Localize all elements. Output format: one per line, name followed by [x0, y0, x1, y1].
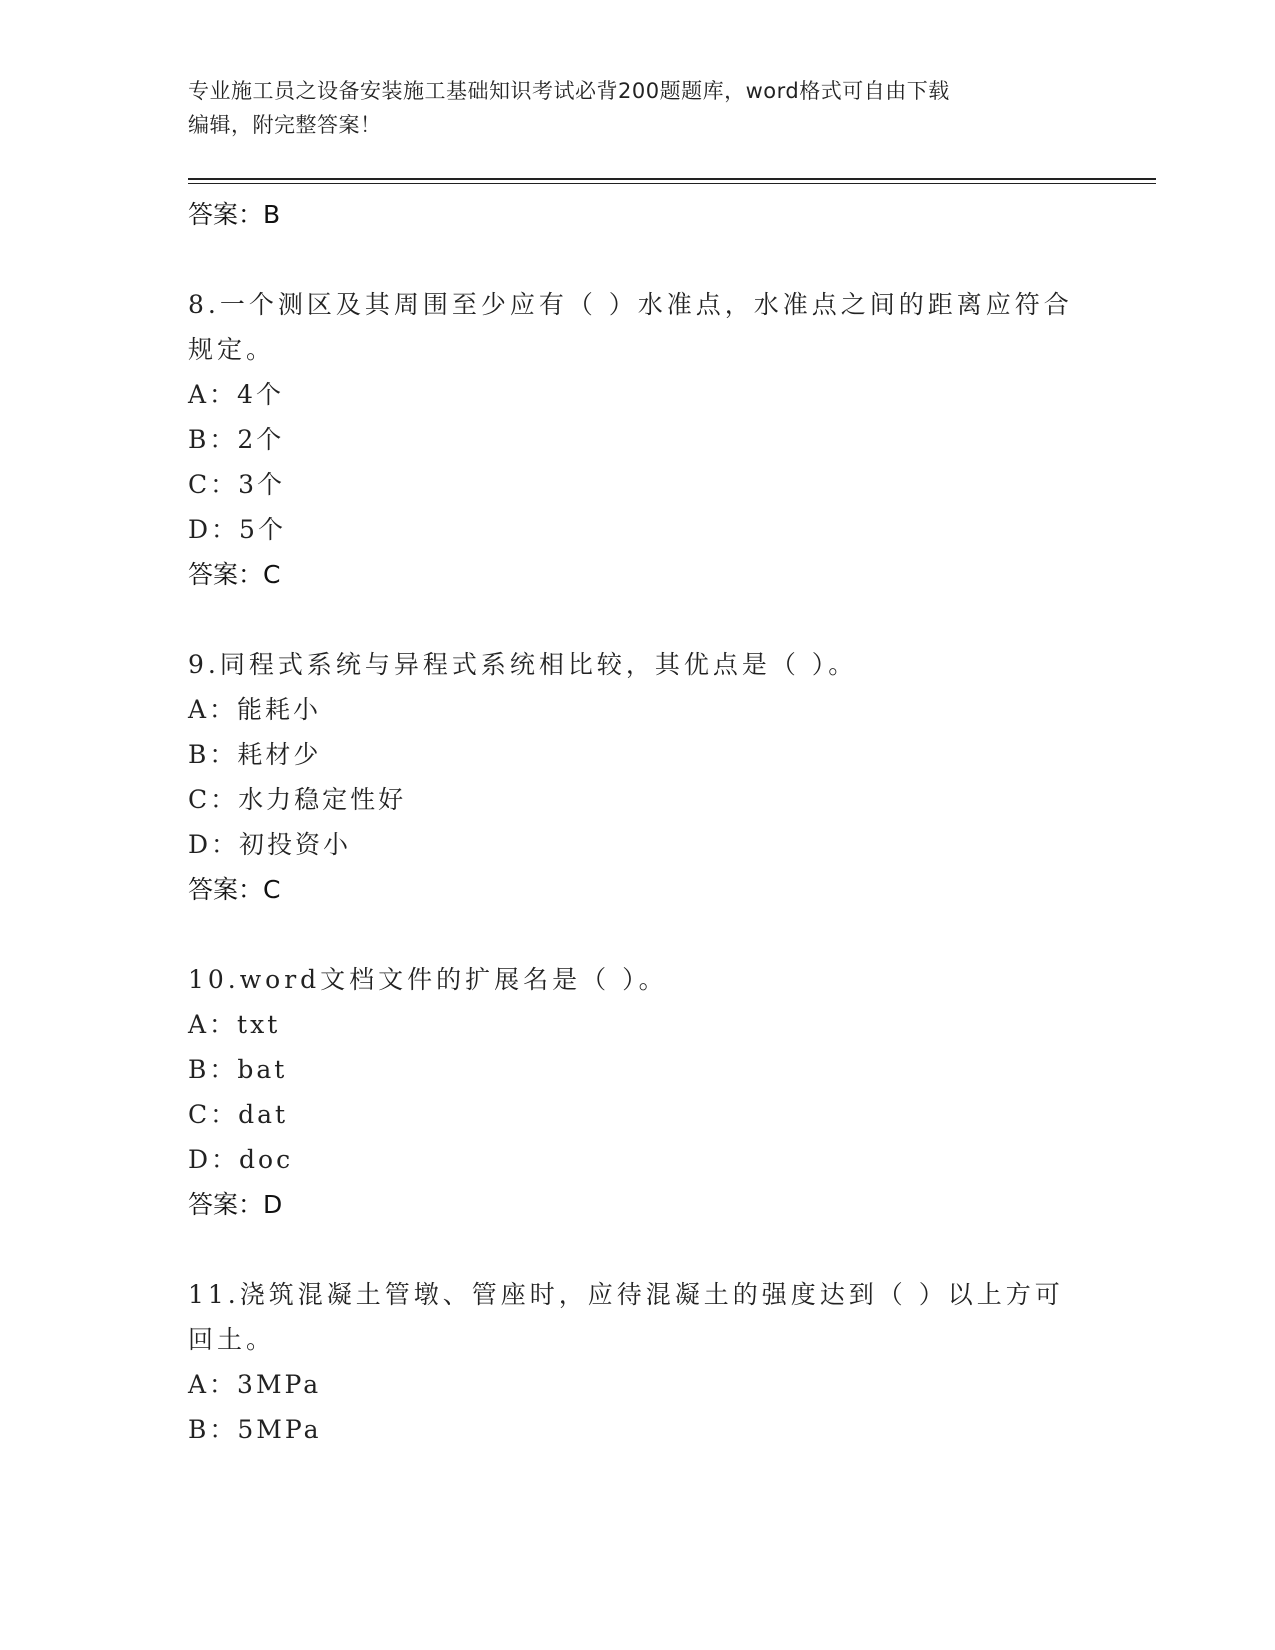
question-8	[188, 282, 1088, 598]
answer-previous: 答案：B	[188, 200, 281, 229]
question-8-option-b: B：2个	[188, 425, 285, 454]
question-8-text-line-2: 规定。	[188, 335, 276, 364]
header-divider-thin	[188, 183, 1156, 184]
header-divider-thick	[188, 178, 1156, 180]
header-line-1: 专业施工员之设备安装施工基础知识考试必背200题题库，word格式可自由下载	[188, 79, 950, 103]
question-9-option-c: C：水力稳定性好	[188, 785, 407, 814]
question-10-option-d: D：doc	[188, 1145, 294, 1174]
question-11-option-a: A：3MPa	[188, 1370, 322, 1399]
question-8-option-c: C：3个	[188, 470, 286, 499]
question-8-answer: 答案：C	[188, 560, 281, 589]
question-9-option-a: A：能耗小	[188, 695, 322, 724]
question-10-text-line-1: 10.word文档文件的扩展名是（ ）。	[188, 965, 668, 994]
question-11-option-b: B：5MPa	[188, 1415, 322, 1444]
question-9-option-d: D：初投资小	[188, 830, 352, 859]
question-10-option-c: C：dat	[188, 1100, 289, 1129]
question-10-option-b: B：bat	[188, 1055, 288, 1084]
question-11	[188, 1272, 1088, 1452]
header-line-2: 编辑，附完整答案！	[188, 113, 382, 137]
question-9	[188, 642, 1088, 913]
question-8-text-line-1: 8.一个测区及其周围至少应有（ ）水准点，水准点之间的距离应符合	[188, 290, 1073, 319]
question-10	[188, 957, 1088, 1228]
question-11-text-line-1: 11.浇筑混凝土管墩、管座时，应待混凝土的强度达到（ ）以上方可	[188, 1280, 1064, 1309]
question-11-text-line-2: 回土。	[188, 1325, 276, 1354]
question-8-option-a: A：4个	[188, 380, 284, 409]
document-header	[188, 74, 1088, 142]
question-9-text-line-1: 9.同程式系统与异程式系统相比较，其优点是（ ）。	[188, 650, 858, 679]
document-body	[188, 192, 1088, 1452]
question-9-answer: 答案：C	[188, 875, 281, 904]
question-10-answer: 答案：D	[188, 1190, 283, 1219]
question-9-option-b: B：耗材少	[188, 740, 322, 769]
question-8-option-d: D：5个	[188, 515, 286, 544]
question-10-option-a: A：txt	[188, 1010, 281, 1039]
